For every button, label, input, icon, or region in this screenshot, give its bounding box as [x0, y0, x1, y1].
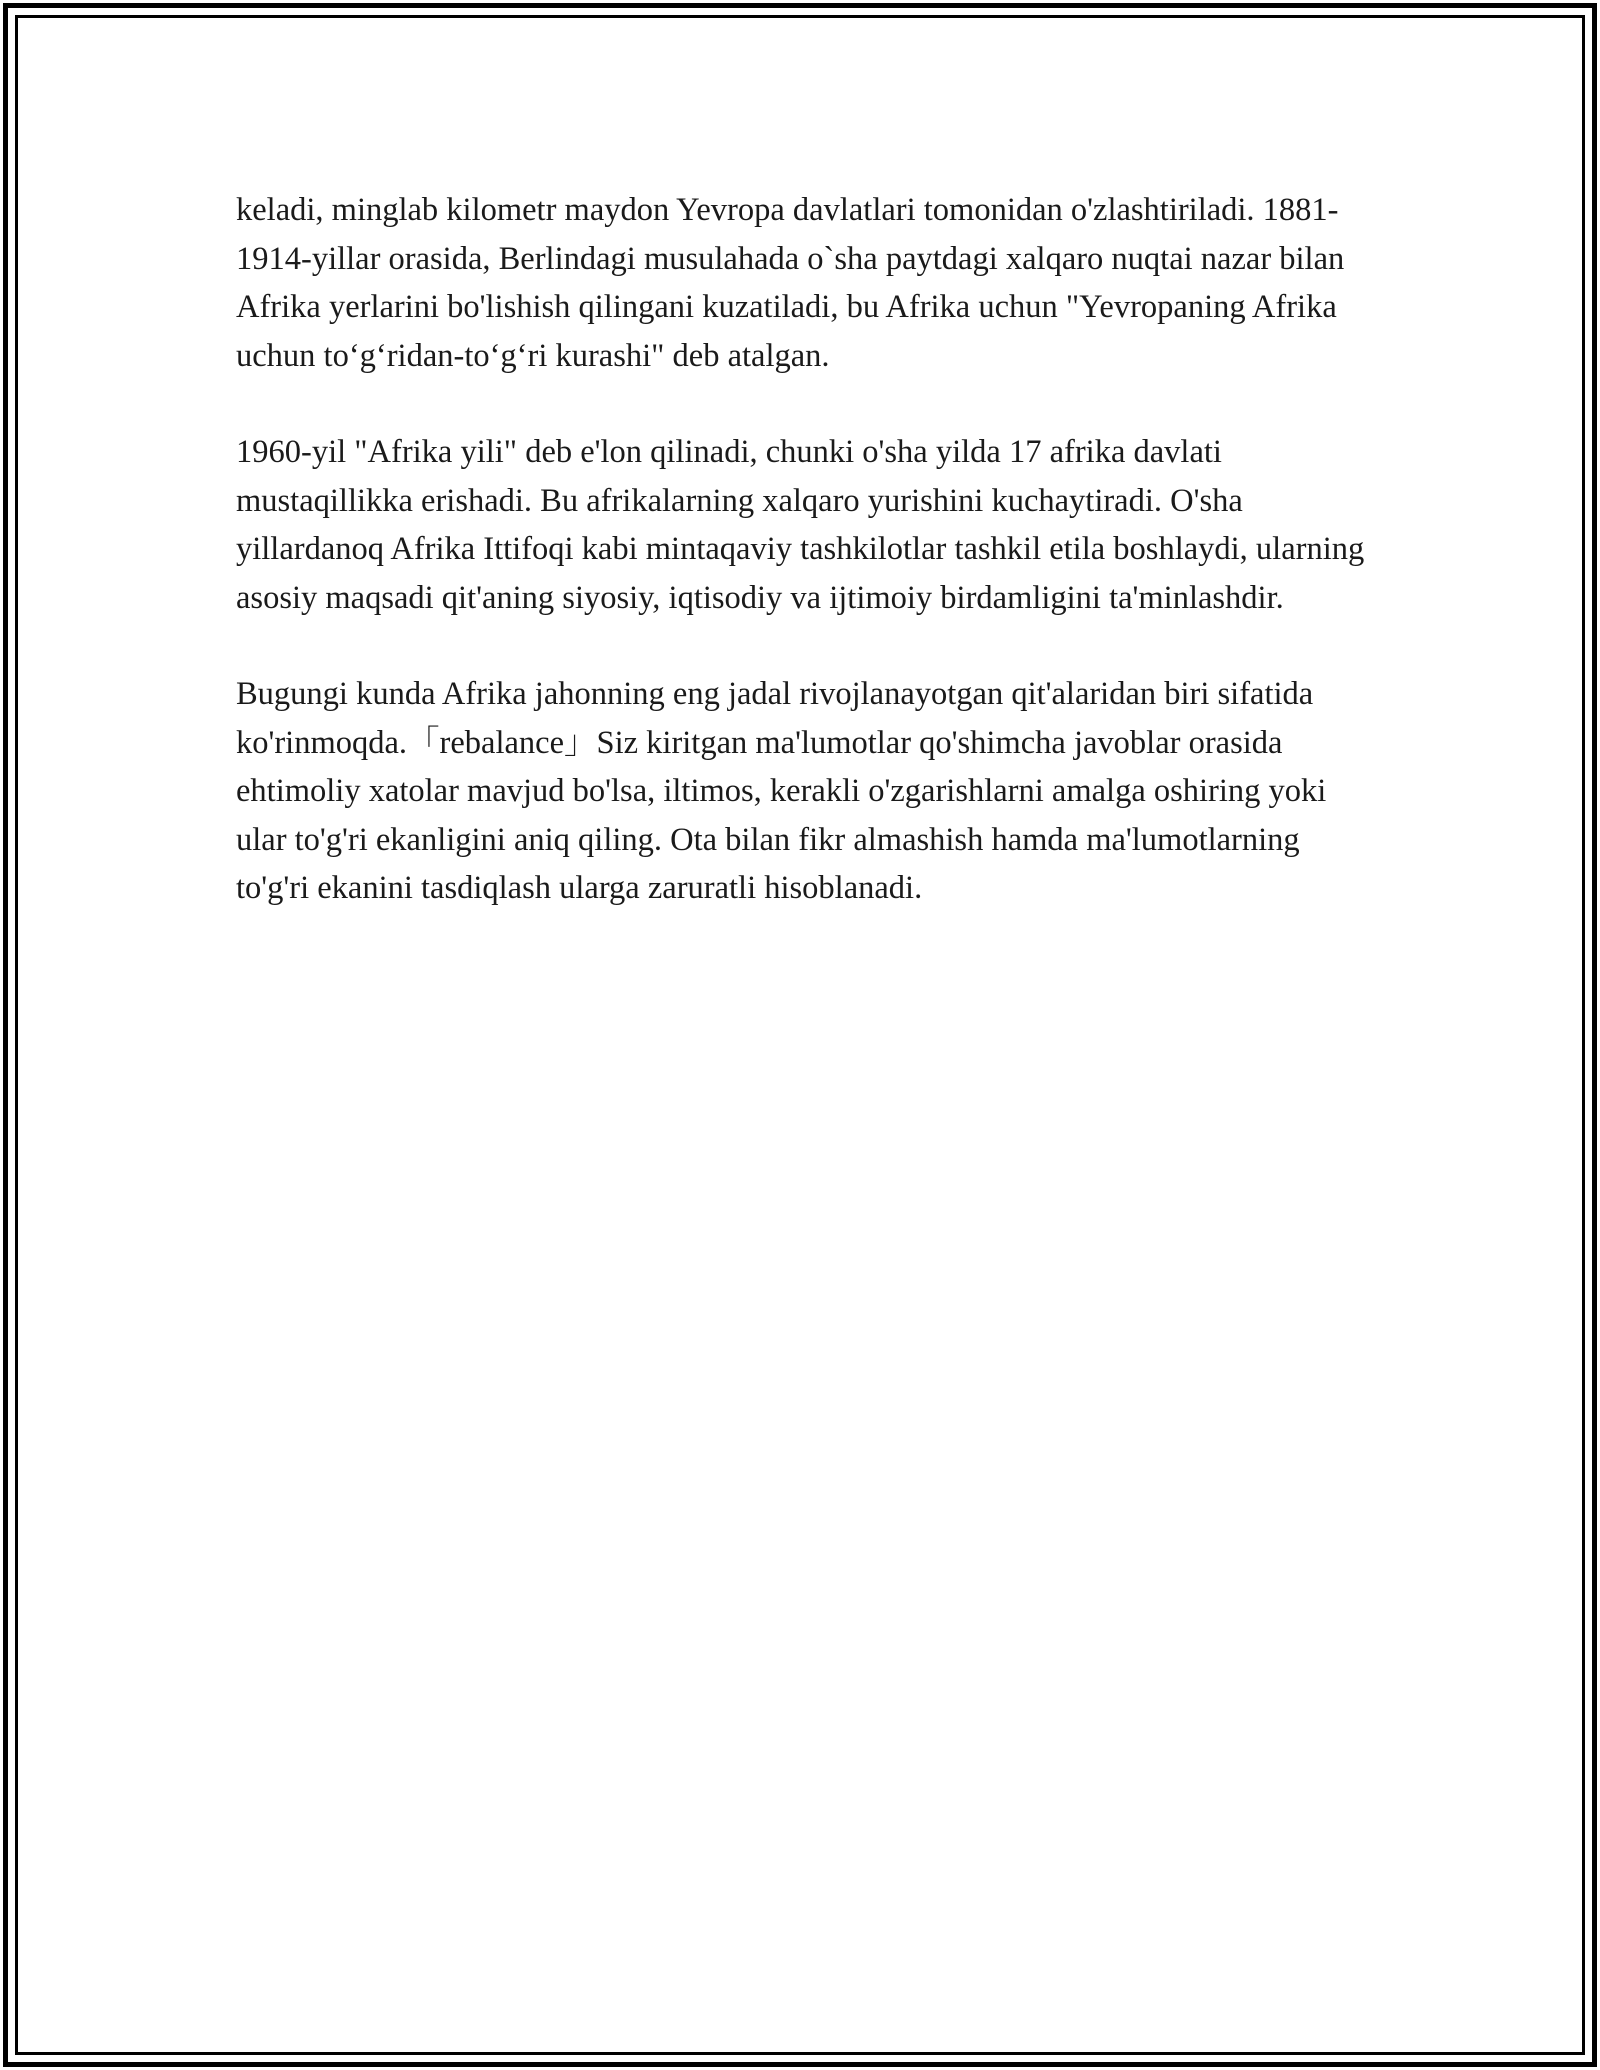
paragraph-2: 1960-yil "Afrika yili" deb e'lon qilinadi, chunki o'sha yilda 17 afrika davlati mustaqillikka erishadi. Bu afrikalarning xalqaro yurishini kuchaytiradi. O'sha yillardanoq Afrika Ittifoqi kabi mintaqaviy tashkilotlar tashkil etila boshlaydi, ularning asosiy maqsadi qit'aning siyosiy, iqtisodiy va ijtimoiy birdamligini ta'minlashdir.	[236, 434, 1365, 616]
document-body	[236, 186, 1366, 961]
paragraph-1: keladi, minglab kilometr maydon Yevropa davlatlari tomonidan o'zlashtiriladi. 1881-1914-yillar orasida, Berlindagi musulahada o`sha paytdagi xalqaro nuqtai nazar bilan Afrika yerlarini bo'lishish qilingani kuzatiladi, bu Afrika uchun "Yevropaning Afrika uchun to‘g‘ridan-to‘g‘ri kurashi" deb atalgan.	[236, 192, 1345, 374]
paragraph-3: Bugungi kunda Afrika jahonning eng jadal rivojlanayotgan qit'alaridan biri sifatida ko'rinmoqda.「rebalance」Siz kiritgan ma'lumotlar qo'shimcha javoblar orasida ehtimoliy xatolar mavjud bo'lsa, iltimos, kerakli o'zgarishlarni amalga oshiring yoki ular to'g'ri ekanligini aniq qiling. Ota bilan fikr almashish hamda ma'lumotlarning to'g'ri ekanini tasdiqlash ularga zaruratli hisoblanadi.	[236, 676, 1327, 906]
